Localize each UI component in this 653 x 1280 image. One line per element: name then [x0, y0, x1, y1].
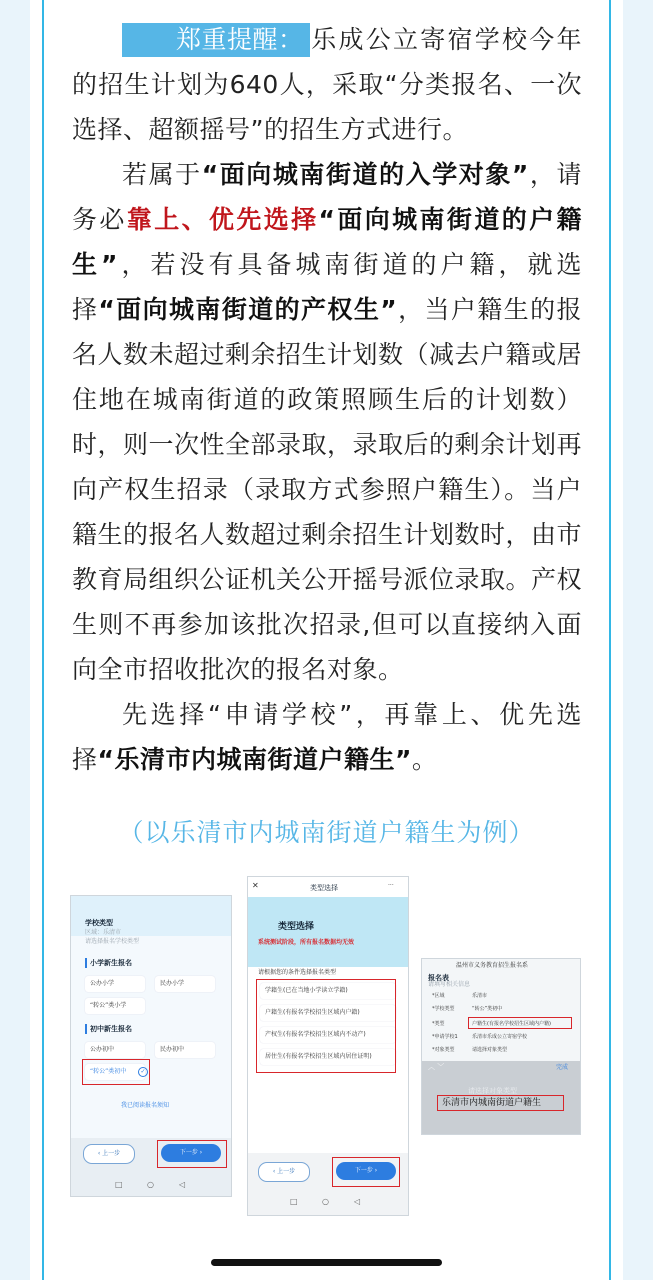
shot2-banner: [248, 897, 408, 967]
screenshot-type-select: [247, 876, 409, 1216]
chevron-left-icon: ‹: [97, 1150, 103, 1157]
more-icon[interactable]: ···: [388, 882, 394, 889]
nav-back-icon[interactable]: ◁: [179, 1180, 186, 1189]
bold-segment: “乐清市内城南街道户籍生”: [97, 745, 412, 774]
shot3-form-sub: 请填写相关信息: [428, 981, 471, 988]
shot1-section-middle: 初中新生报名: [85, 1024, 132, 1034]
text-segment: 。: [411, 745, 438, 774]
bold-segment: “面向城南街道的产权生”: [98, 295, 398, 324]
notice-highlight: 郑重提醒：: [122, 23, 310, 57]
picker-option-selected[interactable]: 乐清市内城南街道户籍生: [442, 1098, 542, 1108]
option-student-type-1[interactable]: 学籍生(已在当地小学读立学籍): [260, 983, 396, 999]
text-segment: 先选择“申请学校”，再靠上、优先选择: [72, 700, 582, 774]
shot1-section-primary: 小学新生报名: [85, 958, 132, 968]
nav-back-icon[interactable]: ◁: [354, 1197, 361, 1206]
form-row-value[interactable]: “转公”类初中: [472, 1006, 503, 1012]
frame-border-right: [609, 0, 611, 1280]
chevron-right-icon: ›: [372, 1167, 378, 1174]
prev-label: 上一步: [277, 1168, 296, 1175]
form-row-key: *类型: [432, 1021, 445, 1027]
chevron-left-icon: ‹: [272, 1168, 278, 1175]
frame-border-left: [42, 0, 44, 1280]
check-icon: ✓: [138, 1067, 148, 1077]
shot2-hint: 请根据您的条件选择报名类型: [258, 969, 337, 976]
article-body: [72, 17, 582, 782]
option-public-middle[interactable]: 公办初中: [85, 1042, 145, 1058]
prev-label: 上一步: [102, 1150, 121, 1157]
nav-circle-icon[interactable]: ○: [322, 1197, 329, 1206]
example-caption: （以乐清市内城南街道户籍生为例）: [118, 818, 535, 847]
option-student-type-4[interactable]: 居住生(有报名学校招生区域内居住证明): [260, 1049, 396, 1065]
paragraph-instructions: [72, 152, 582, 692]
form-row-value[interactable]: 乐清市: [472, 993, 488, 999]
screenshot-form: [421, 958, 581, 1135]
highlight-box: [332, 1157, 400, 1187]
option-conv-primary[interactable]: “转公”类小学: [85, 998, 145, 1014]
prev-button[interactable]: [83, 1144, 135, 1164]
option-private-primary[interactable]: 民办小学: [155, 976, 215, 992]
shot1-agree[interactable]: 我已阅读报名须知: [121, 1102, 170, 1109]
text-segment: ，当户籍生的报名人数未超过剩余招生计划数（减去户籍或居住地在城南街道的政策照顾生后的计划数）时，则一次性全部录取，录取后的剩余计划再向产权生招录（录取方式参照户籍生）。当户籍生的报名人数超过剩余招生计划数时，由市教育局组织公证机关公开摇号派位录取。产权生则不再参加该批次招录,但可以直接纳入面向全市招收批次的报名对象。: [72, 295, 583, 684]
bold-segment: “面向城南街道的户籍生”: [72, 205, 582, 279]
form-row-value[interactable]: 乐清市乐成公立寄宿学校: [472, 1034, 528, 1040]
nav-home-icon[interactable]: □: [115, 1180, 123, 1189]
paragraph-step: [72, 692, 582, 782]
option-conv-middle[interactable]: “转公”类初中: [85, 1064, 145, 1080]
close-icon[interactable]: ✕: [252, 881, 259, 890]
picker-option-faded[interactable]: 请选择对象类型: [468, 1087, 517, 1095]
highlight-box: [256, 979, 396, 1073]
form-row-key: *申请学校1: [432, 1034, 458, 1040]
option-private-middle[interactable]: 民办初中: [155, 1042, 215, 1058]
shot3-form-title: 报名表: [428, 974, 449, 982]
text-segment: ，若没有具备城南街道的户籍，就选择: [72, 250, 582, 324]
shot1-title: 学校类型: [85, 919, 113, 927]
form-row-key: *学校类型: [432, 1006, 455, 1012]
shot1-hint: 请选择报名学校类型: [85, 938, 140, 945]
form-row-key: *区域: [432, 993, 445, 999]
shot2-warning: 系统测试阶段，所有报名数据均无效: [258, 939, 355, 946]
shot3-header: 温州市义务教育招生报名系: [456, 962, 529, 969]
nav-home-icon[interactable]: □: [290, 1197, 298, 1206]
shot1-region: 区域：乐清市: [85, 929, 122, 936]
next-label: 下一步: [179, 1149, 198, 1156]
screenshot-school-type: [70, 895, 232, 1197]
notice-text: 乐成公立寄宿学校今年的招生计划为640人，采取“分类报名、一次选择、超额摇号”的招生方式进行。: [72, 25, 582, 144]
text-segment: ，请务必: [72, 160, 582, 234]
option-public-primary[interactable]: 公办小学: [85, 976, 145, 992]
shot2-header: 类型选择: [310, 884, 338, 892]
picker-done[interactable]: 完成: [556, 1064, 569, 1071]
next-label: 下一步: [354, 1167, 373, 1174]
home-indicator[interactable]: [211, 1259, 442, 1266]
option-student-type-2[interactable]: 户籍生(有报名学校招生区域内户籍): [260, 1005, 396, 1021]
highlight-box: [157, 1140, 227, 1168]
picker-nav-icon[interactable]: ︿ ﹀: [428, 1063, 445, 1071]
text-segment: 若属于: [122, 160, 202, 189]
highlight-box: [468, 1017, 572, 1029]
red-emphasis: 靠上、优先选择: [126, 205, 319, 234]
chevron-right-icon: ›: [197, 1149, 203, 1156]
prev-button[interactable]: [258, 1162, 310, 1182]
bold-segment: “面向城南街道的入学对象”: [201, 160, 529, 189]
paragraph-notice: [72, 17, 582, 152]
highlight-box: [437, 1095, 564, 1111]
highlight-box: [82, 1059, 150, 1085]
form-row-value[interactable]: 户籍生(有报名学校招生区域内户籍): [472, 1021, 551, 1027]
form-row-value[interactable]: 请选择对象类型: [472, 1047, 508, 1053]
option-student-type-3[interactable]: 产权生(有报名学校招生区域内不动产): [260, 1027, 396, 1043]
shot2-banner-title: 类型选择: [278, 922, 315, 932]
nav-circle-icon[interactable]: ○: [147, 1180, 154, 1189]
form-row-key: *对象类型: [432, 1047, 455, 1053]
